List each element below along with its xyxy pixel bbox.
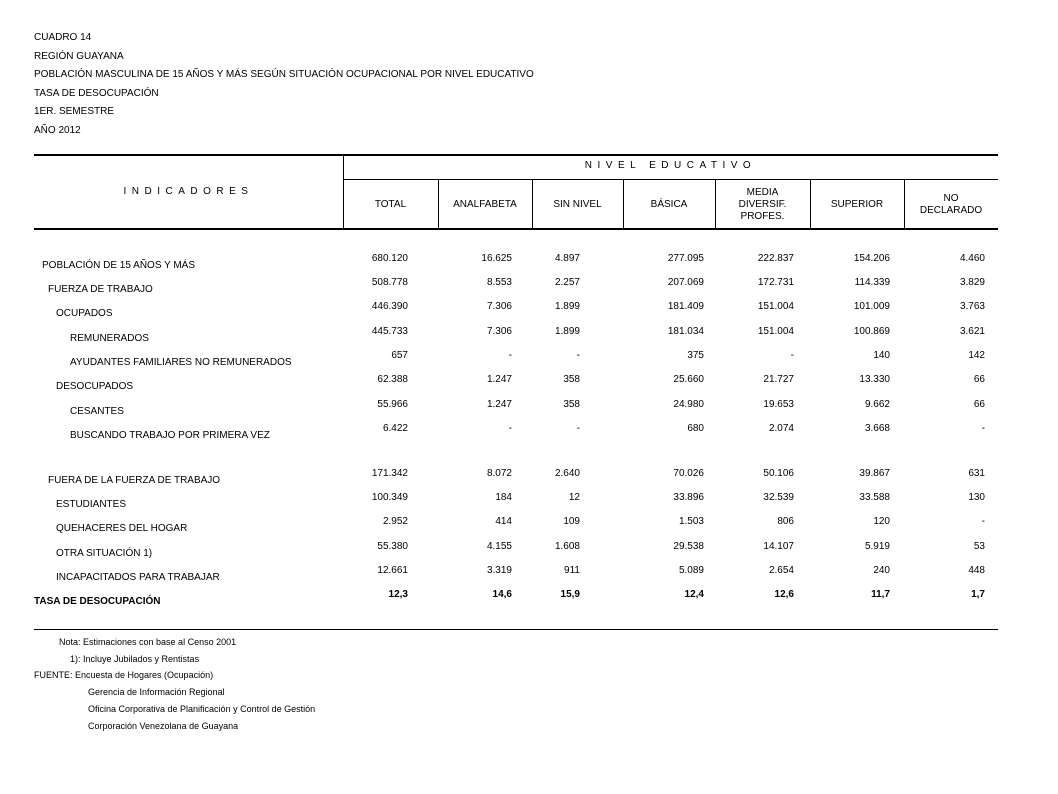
row-value: 8.072 bbox=[486, 468, 512, 479]
row-value: 181.409 bbox=[667, 301, 704, 312]
source-line: Gerencia de Información Regional bbox=[88, 687, 225, 698]
row-value: 5.919 bbox=[864, 541, 890, 552]
table-row bbox=[0, 516, 1058, 538]
row-value: - bbox=[576, 423, 580, 434]
row-value: 101.009 bbox=[853, 301, 890, 312]
report-header bbox=[34, 29, 534, 140]
row-value: 911 bbox=[564, 565, 580, 576]
row-value: 240 bbox=[873, 565, 890, 576]
row-label: OTRA SITUACIÓN 1) bbox=[56, 548, 153, 559]
row-value: 358 bbox=[563, 374, 580, 385]
row-value: 171.342 bbox=[371, 468, 408, 479]
row-value: 6.422 bbox=[382, 423, 408, 434]
row-value: 184 bbox=[495, 492, 512, 503]
row-value: 25.660 bbox=[673, 374, 704, 385]
table-row bbox=[0, 326, 1058, 348]
row-value: 1.899 bbox=[554, 301, 580, 312]
row-value: 14,6 bbox=[492, 589, 512, 600]
row-value: 12,6 bbox=[774, 589, 794, 600]
note-line: Nota: Estimaciones con base al Censo 2001 bbox=[59, 637, 237, 647]
row-value: 181.034 bbox=[667, 326, 704, 337]
row-value: 24.980 bbox=[673, 399, 704, 410]
row-value: - bbox=[576, 350, 580, 361]
table-row bbox=[0, 541, 1058, 563]
table-bottom-rule bbox=[34, 629, 998, 630]
row-value: 12.661 bbox=[377, 565, 408, 576]
row-value: 32.539 bbox=[763, 492, 794, 503]
row-label: DESOCUPADOS bbox=[56, 381, 134, 392]
table-row bbox=[0, 374, 1058, 396]
column-header: SIN NIVEL bbox=[553, 198, 602, 210]
row-value: 154.206 bbox=[853, 253, 890, 264]
row-value: 12,4 bbox=[684, 589, 704, 600]
row-value: 100.349 bbox=[371, 492, 408, 503]
row-value: 3.621 bbox=[959, 326, 985, 337]
source-line: Corporación Venezolana de Guayana bbox=[88, 720, 239, 731]
row-value: 151.004 bbox=[757, 301, 794, 312]
source-line: FUENTE: Encuesta de Hogares (Ocupación) bbox=[34, 670, 214, 681]
source-line: Oficina Corporativa de Planificación y Control de Gestión bbox=[88, 703, 316, 714]
row-value: 448 bbox=[968, 565, 985, 576]
table-row bbox=[0, 468, 1058, 490]
row-value: 2.074 bbox=[768, 423, 794, 434]
row-value: 414 bbox=[495, 516, 512, 527]
footnotes bbox=[34, 634, 315, 734]
table-row bbox=[0, 277, 1058, 299]
row-value: 1.247 bbox=[486, 374, 512, 385]
row-value: 11,7 bbox=[871, 589, 890, 600]
year-label: AÑO 2012 bbox=[34, 124, 81, 136]
table-row bbox=[0, 423, 1058, 445]
row-label: POBLACIÓN DE 15 AÑOS Y MÁS bbox=[42, 260, 196, 271]
row-value: 1,7 bbox=[971, 589, 985, 600]
row-value: 142 bbox=[968, 350, 985, 361]
row-value: 140 bbox=[873, 350, 890, 361]
row-value: - bbox=[790, 350, 794, 361]
row-value: 3.763 bbox=[959, 301, 985, 312]
row-value: 3.319 bbox=[486, 565, 512, 576]
row-value: 7.306 bbox=[486, 326, 512, 337]
row-value: 1.608 bbox=[554, 541, 580, 552]
row-value: 53 bbox=[973, 541, 985, 552]
row-value: 657 bbox=[391, 350, 408, 361]
period-label: 1ER. SEMESTRE bbox=[34, 106, 115, 117]
row-value: 7.306 bbox=[486, 301, 512, 312]
table-row bbox=[0, 350, 1058, 372]
row-value: - bbox=[508, 350, 512, 361]
row-value: 120 bbox=[873, 516, 890, 527]
table-row bbox=[0, 565, 1058, 587]
row-value: 222.837 bbox=[757, 253, 794, 264]
region-title: REGIÓN GUAYANA bbox=[34, 50, 124, 62]
column-header: SUPERIOR bbox=[830, 198, 884, 210]
row-label: AYUDANTES FAMILIARES NO REMUNERADOS bbox=[70, 357, 292, 368]
indicators-header: INDICADORES bbox=[123, 186, 254, 197]
education-level-header: NIVEL EDUCATIVO bbox=[584, 160, 757, 171]
table-row bbox=[0, 399, 1058, 421]
table-subtitle: TASA DE DESOCUPACIÓN bbox=[34, 87, 159, 99]
row-value: 12,3 bbox=[388, 589, 408, 600]
row-value: 4.460 bbox=[959, 253, 985, 264]
row-value: 806 bbox=[777, 516, 794, 527]
row-value: 9.662 bbox=[864, 399, 890, 410]
row-value: 1.247 bbox=[486, 399, 512, 410]
row-value: 1.899 bbox=[554, 326, 580, 337]
row-value: 114.339 bbox=[854, 277, 890, 288]
row-value: 13.330 bbox=[859, 374, 890, 385]
row-value: 4.155 bbox=[486, 541, 512, 552]
row-value: 680 bbox=[687, 423, 704, 434]
column-header: ANALFABETA bbox=[453, 198, 517, 210]
row-value: 100.869 bbox=[853, 326, 890, 337]
row-value: 29.538 bbox=[673, 541, 704, 552]
table-top-rule bbox=[34, 154, 998, 156]
row-label: REMUNERADOS bbox=[70, 333, 149, 344]
row-value: 21.727 bbox=[763, 374, 794, 385]
row-value: 4.897 bbox=[554, 253, 580, 264]
row-value: 66 bbox=[973, 399, 985, 410]
row-value: 375 bbox=[687, 350, 704, 361]
row-value: 12 bbox=[568, 492, 580, 503]
row-value: 130 bbox=[968, 492, 985, 503]
row-value: 33.896 bbox=[673, 492, 704, 503]
row-label: QUEHACERES DEL HOGAR bbox=[56, 523, 188, 534]
column-header: MEDIA DIVERSIF. PROFES. bbox=[738, 186, 787, 222]
row-value: 55.380 bbox=[377, 541, 408, 552]
row-value: 151.004 bbox=[757, 326, 794, 337]
row-value: 3.668 bbox=[864, 423, 890, 434]
row-value: 109 bbox=[563, 516, 580, 527]
row-label: CESANTES bbox=[70, 406, 124, 417]
row-value: 14.107 bbox=[763, 541, 794, 552]
row-value: 19.653 bbox=[763, 399, 794, 410]
row-value: - bbox=[508, 423, 512, 434]
row-value: 62.388 bbox=[377, 374, 408, 385]
row-value: 172.731 bbox=[757, 277, 794, 288]
row-label: FUERZA DE TRABAJO bbox=[48, 284, 153, 295]
row-value: 680.120 bbox=[371, 253, 408, 264]
row-value: 66 bbox=[973, 374, 985, 385]
row-value: 2.654 bbox=[768, 565, 794, 576]
row-value: 508.778 bbox=[371, 277, 408, 288]
row-label: INCAPACITADOS PARA TRABAJAR bbox=[56, 572, 220, 583]
row-value: 55.966 bbox=[377, 399, 408, 410]
row-value: 39.867 bbox=[859, 468, 890, 479]
table-row bbox=[0, 492, 1058, 514]
note-line: 1): Incluye Jubilados y Rentistas bbox=[70, 653, 200, 664]
row-value: 3.829 bbox=[959, 277, 985, 288]
table-row bbox=[0, 301, 1058, 323]
row-value: 33.588 bbox=[859, 492, 890, 503]
table-title: POBLACIÓN MASCULINA DE 15 AÑOS Y MÁS SEGÚN SITUACIÓN OCUPACIONAL POR NIVEL EDUCATIVO bbox=[34, 69, 534, 80]
row-value: 277.095 bbox=[667, 253, 704, 264]
row-label: BUSCANDO TRABAJO POR PRIMERA VEZ bbox=[70, 430, 270, 441]
row-value: 2.952 bbox=[382, 516, 408, 527]
row-value: 446.390 bbox=[371, 301, 408, 312]
row-value: 631 bbox=[968, 468, 985, 479]
row-value: 50.106 bbox=[763, 468, 794, 479]
row-value: 207.069 bbox=[667, 277, 704, 288]
column-header: NO DECLARADO bbox=[919, 192, 983, 216]
table-row bbox=[0, 253, 1058, 275]
row-value: 358 bbox=[563, 399, 580, 410]
row-value: 15,9 bbox=[560, 589, 580, 600]
row-value: 2.257 bbox=[554, 277, 580, 288]
row-label: TASA DE DESOCUPACIÓN bbox=[34, 596, 161, 607]
row-value: 5.089 bbox=[678, 565, 704, 576]
column-header: BÁSICA bbox=[650, 198, 688, 210]
table-row bbox=[0, 589, 1058, 611]
row-value: 16.625 bbox=[481, 253, 512, 264]
row-value: 445.733 bbox=[371, 326, 408, 337]
row-value: 70.026 bbox=[673, 468, 704, 479]
cuadro-number: CUADRO 14 bbox=[34, 32, 92, 43]
row-label: OCUPADOS bbox=[56, 308, 113, 319]
row-value: 8.553 bbox=[486, 277, 512, 288]
row-value: 1.503 bbox=[678, 516, 704, 527]
column-header: TOTAL bbox=[374, 198, 407, 210]
row-value: - bbox=[981, 516, 985, 527]
row-label: ESTUDIANTES bbox=[56, 499, 127, 510]
row-value: - bbox=[981, 423, 985, 434]
row-label: FUERA DE LA FUERZA DE TRABAJO bbox=[48, 475, 221, 486]
row-value: 2.640 bbox=[554, 468, 580, 479]
